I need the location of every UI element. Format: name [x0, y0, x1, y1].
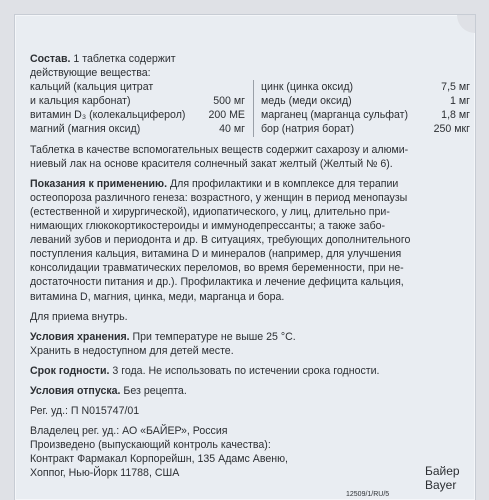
print-code: 12509/1/RU/5	[346, 491, 390, 498]
storage-label: Условия хранения.	[30, 330, 130, 343]
composition-table	[30, 80, 470, 136]
composition-row: медь (меди оксид) 1 мг	[260, 95, 470, 108]
indications-label: Показания к применению.	[30, 177, 168, 190]
manufacturer-line: Контракт Фармакал Корпорейшн, 135 Адамс Авеню,	[30, 453, 289, 466]
registration-holder: Владелец рег. уд.: АО «БАЙЕР», Россия	[30, 425, 228, 438]
leaflet-text	[30, 52, 470, 481]
indications-section: Показания к применению. Для профилактики и в комплексе для терапии остеопороза различного генеза: возрастного, у женщин в период менопаузы (естественной и хирургической), идиопатического, у лиц, длительно при- нимающих глюкокортикостероиды и иммунодепрессанты; а также забо- леваний зубов и периодонта и др. В ситуациях, требующих дополнительного поступления кальция, витамина D и минералов (например, для улучшения консолидации травматических переломов, во время беременности, при не- достаточности питания и др.). Профилактика и лечение дефицита кальция, витамина D, магния, цинка, меди, марганца и бора.	[30, 177, 411, 303]
manufacturer-line: Хоппог, Нью-Йорк 11788, США	[30, 467, 180, 480]
composition-row: марганец (марганца сульфат) 1,8 мг	[260, 109, 470, 122]
composition-row: цинк (цинка оксид) 7,5 мг	[260, 81, 470, 94]
composition-section	[30, 52, 470, 137]
composition-row: витамин D₃ (колекальциферол) 200 МЕ	[30, 109, 245, 122]
route-of-administration: Для приема внутрь.	[30, 310, 128, 323]
dispensing-conditions: Условия отпуска. Без рецепта.	[30, 384, 187, 397]
composition-row: магний (магния оксид) 40 мг	[30, 123, 245, 136]
composition-intro-2: действующие вещества:	[30, 67, 151, 80]
composition-title: Состав.	[30, 53, 71, 65]
composition-left-column	[30, 80, 245, 136]
manufacturer-line: Произведено (выпускающий контроль качества):	[30, 439, 271, 452]
composition-row: бор (натрия борат) 250 мкг	[260, 123, 470, 136]
registration-number: Рег. уд.: П N015747/01	[30, 405, 140, 418]
shelf-life: Срок годности. 3 года. Не использовать по истечении срока годности.	[30, 364, 380, 377]
excipients-section: Таблетка в качестве вспомогательных веществ содержит сахарозу и алюми- ниевый лак на основе красителя солнечный закат желтый (Желтый № 6).	[30, 143, 409, 170]
composition-row: и кальция карбонат) 500 мг	[30, 95, 245, 108]
composition-intro-1: 1 таблетка содержит	[73, 53, 176, 65]
composition-row: кальций (кальция цитрат	[30, 81, 154, 94]
brand-name: Байер Bayer	[425, 464, 460, 492]
storage-section: Условия хранения. При температуре не выше 25 °С. Хранить в недоступном для детей месте.	[30, 330, 296, 357]
composition-right-column	[253, 80, 470, 136]
